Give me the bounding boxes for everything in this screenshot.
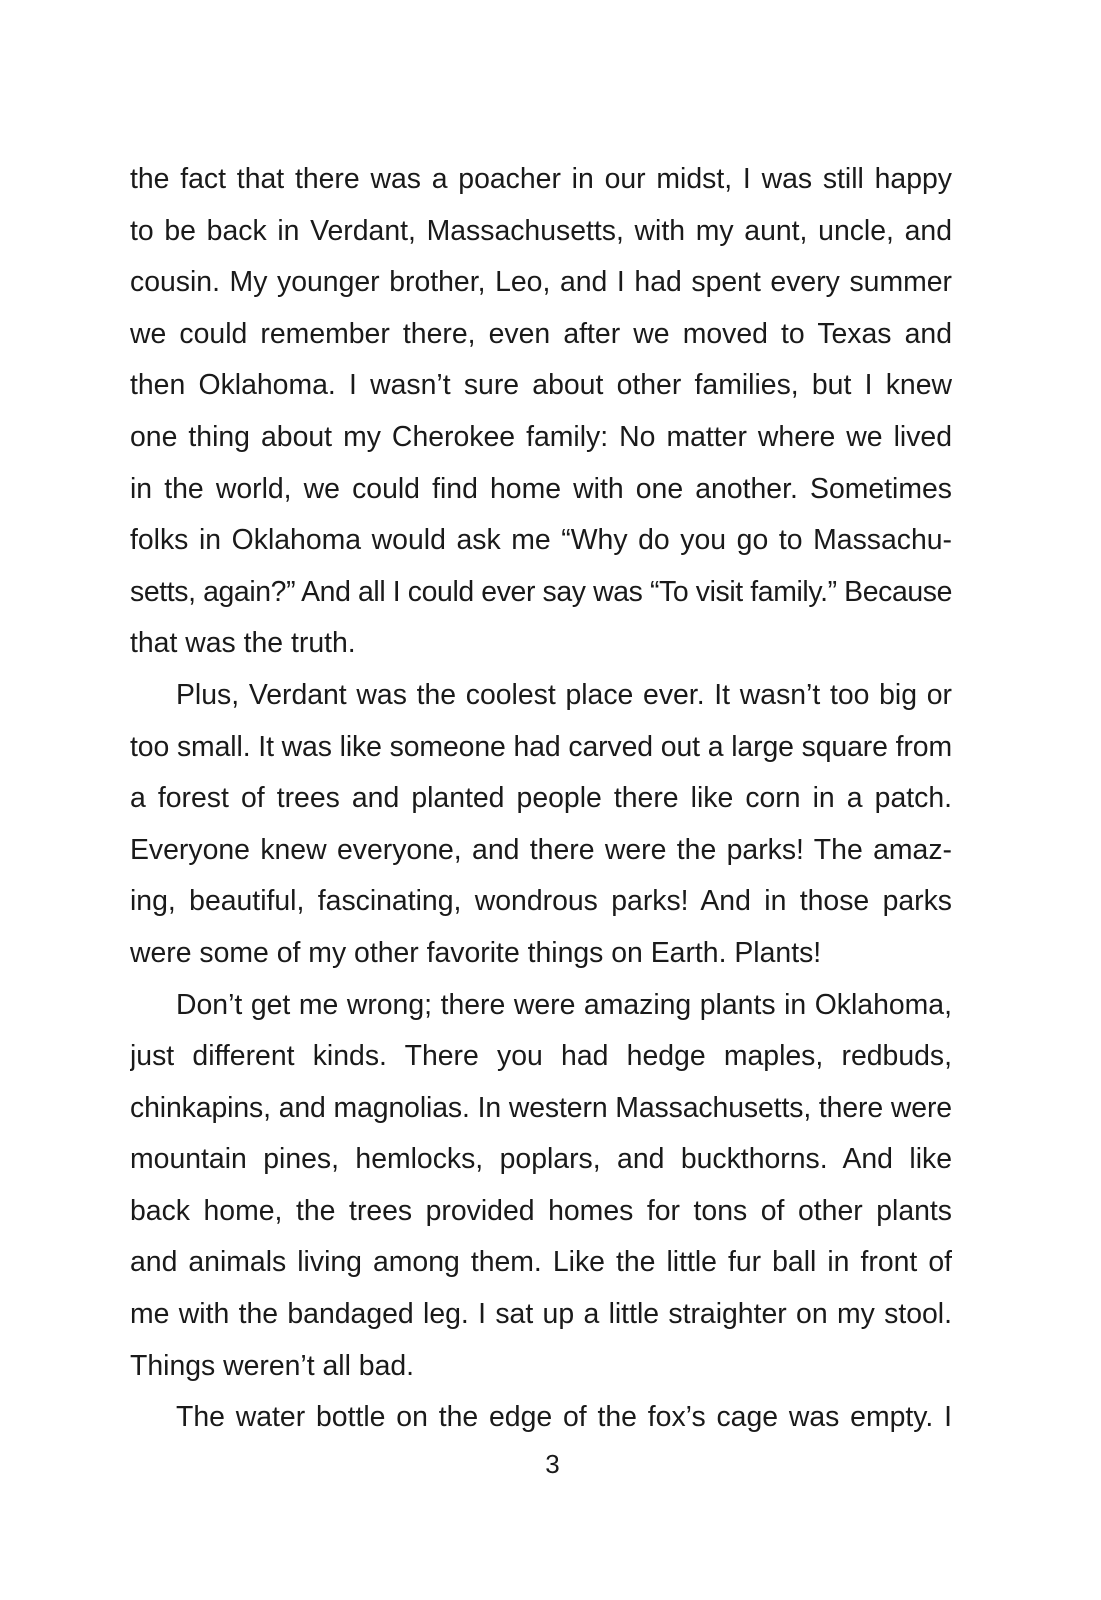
text-line: Things weren’t all bad. bbox=[130, 1349, 415, 1382]
text-line: ing, beautiful, fascinating, wondrous parks! And in those parks bbox=[130, 885, 952, 918]
body-text bbox=[130, 154, 952, 1444]
text-line: we could remember there, even after we moved to Texas and bbox=[130, 317, 952, 350]
text-line: mountain pines, hemlocks, poplars, and buckthorns. And like bbox=[130, 1143, 952, 1176]
text-line: Plus, Verdant was the coolest place ever. It wasn’t too big or bbox=[176, 678, 952, 711]
text-line: me with the bandaged leg. I sat up a little straighter on my stool. bbox=[130, 1298, 952, 1331]
text-line: were some of my other favorite things on Earth. Plants! bbox=[130, 936, 822, 969]
text-line: folks in Oklahoma would ask me “Why do you go to Massachu- bbox=[130, 524, 952, 557]
text-line: one thing about my Cherokee family: No matter where we lived bbox=[130, 420, 952, 453]
text-line: setts, again?” And all I could ever say was “To visit family.” Because bbox=[130, 575, 952, 608]
text-line: and animals living among them. Like the little fur ball in front of bbox=[130, 1246, 952, 1279]
text-line: to be back in Verdant, Massachusetts, with my aunt, uncle, and bbox=[130, 214, 952, 247]
text-line: Don’t get me wrong; there were amazing plants in Oklahoma, bbox=[176, 988, 952, 1021]
text-line: chinkapins, and magnolias. In western Massachusetts, there were bbox=[130, 1091, 952, 1124]
text-line: back home, the trees provided homes for tons of other plants bbox=[130, 1194, 952, 1227]
text-line: a forest of trees and planted people there like corn in a patch. bbox=[130, 782, 952, 815]
text-line: in the world, we could find home with one another. Sometimes bbox=[130, 472, 952, 505]
text-line: The water bottle on the edge of the fox’s cage was empty. I bbox=[176, 1401, 952, 1434]
page-number: 3 bbox=[545, 1449, 560, 1479]
text-line: cousin. My younger brother, Leo, and I had spent every summer bbox=[130, 266, 952, 299]
text-line: too small. It was like someone had carved out a large square from bbox=[130, 730, 952, 763]
text-line: that was the truth. bbox=[130, 627, 356, 660]
text-line: just different kinds. There you had hedge maples, redbuds, bbox=[130, 1040, 952, 1073]
text-line: then Oklahoma. I wasn’t sure about other families, but I knew bbox=[130, 369, 952, 402]
text-line: the fact that there was a poacher in our midst, I was still happy bbox=[130, 163, 952, 195]
text-line: Everyone knew everyone, and there were the parks! The amaz- bbox=[130, 833, 952, 866]
